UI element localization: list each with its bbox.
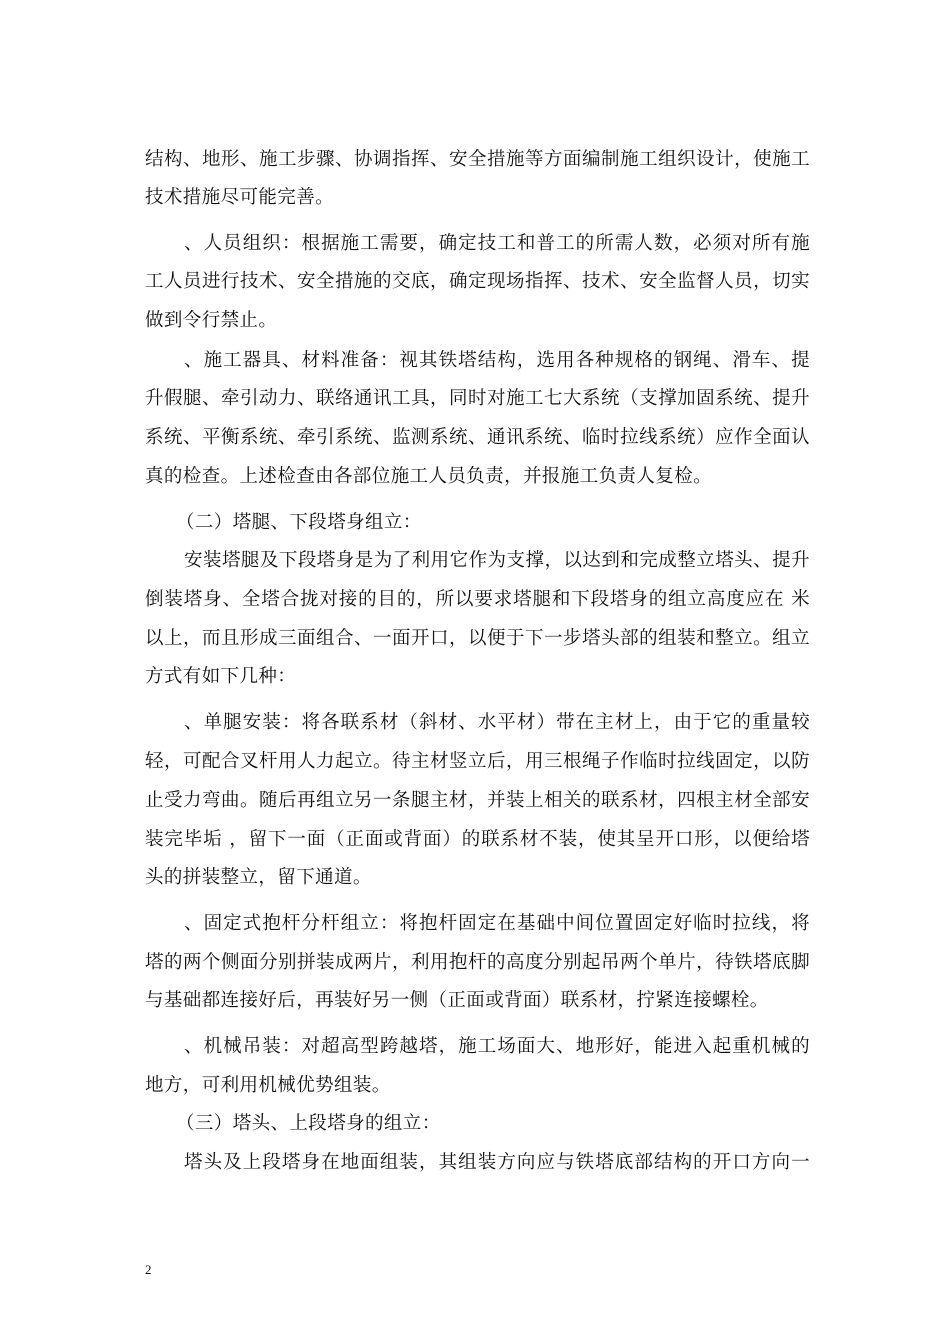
text-line: 做到令行禁止。 — [145, 310, 278, 331]
section-heading: （三）塔头、上段塔身的组立： — [176, 1113, 441, 1134]
text-line: 地方，可利用机械优势组装。 — [145, 1075, 391, 1096]
text-line: 轻，可配合叉杆用人力起立。待主材竖立后，用三根绳子作临时拉线固定，以防 — [145, 751, 810, 772]
text-line: 技术措施尽可能完善。 — [145, 187, 335, 208]
text-line: 倒装塔身、全塔合拢对接的目的，所以要求塔腿和下段塔身的组立高度应在 米 — [145, 589, 810, 610]
text-line: 、单腿安装：将各联系材（斜材、水平材）带在主材上，由于它的重量较 — [184, 712, 810, 733]
text-line: 塔的两个侧面分别拼装成两片，利用抱杆的高度分别起吊两个单片，待铁塔底脚 — [145, 952, 810, 973]
section-heading: （二）塔腿、下段塔身组立： — [176, 512, 422, 533]
text-line: 工人员进行技术、安全措施的交底，确定现场指挥、技术、安全监督人员，切实 — [145, 271, 810, 292]
text-line: 、施工器具、材料准备：视其铁塔结构，选用各种规格的钢绳、滑车、提 — [184, 350, 810, 371]
text-line: 止受力弯曲。随后再组立另一条腿主材，并装上相关的联系材，四根主材全部安 — [145, 790, 810, 811]
text-line: 塔头及上段塔身在地面组装，其组装方向应与铁塔底部结构的开口方向一 — [184, 1152, 810, 1173]
text-line: 装完毕垢 ，留下一面（正面或背面）的联系材不装，使其呈开口形，以便给塔 — [145, 829, 810, 850]
text-line: 、机械吊装：对超高型跨越塔，施工场面大、地形好，能进入起重机械的 — [184, 1036, 810, 1057]
text-line: 头的拼装整立，留下通道。 — [145, 867, 372, 888]
text-line: 结构、地形、施工步骤、协调指挥、安全措施等方面编制施工组织设计，使施工 — [145, 149, 810, 170]
text-line: 、人员组织：根据施工需要，确定技工和普工的所需人数，必须对所有施 — [184, 233, 810, 254]
text-line: 安装塔腿及下段塔身是为了利用它作为支撑，以达到和完成整立塔头、提升 — [184, 550, 810, 571]
text-line: 升假腿、牵引动力、联络通讯工具，同时对施工七大系统（支撑加固系统、提升 — [145, 388, 810, 409]
text-line: 以上，而且形成三面组合、一面开口，以便于下一步塔头部的组装和整立。组立 — [145, 628, 810, 649]
text-line: 、固定式抱杆分杆组立：将抱杆固定在基础中间位置固定好临时拉线，将 — [184, 913, 810, 934]
text-line: 真的检查。上述检查由各部位施工人员负责，并报施工负责人复检。 — [145, 466, 713, 487]
text-line: 方式有如下几种： — [145, 666, 297, 687]
page-number: 2 — [145, 1262, 152, 1277]
text-line: 与基础都连接好后，再装好另一侧（正面或背面）联系材，拧紧连接螺栓。 — [145, 990, 769, 1011]
text-line: 系统、平衡系统、牵引系统、监测系统、通讯系统、临时拉线系统）应作全面认 — [145, 427, 810, 448]
